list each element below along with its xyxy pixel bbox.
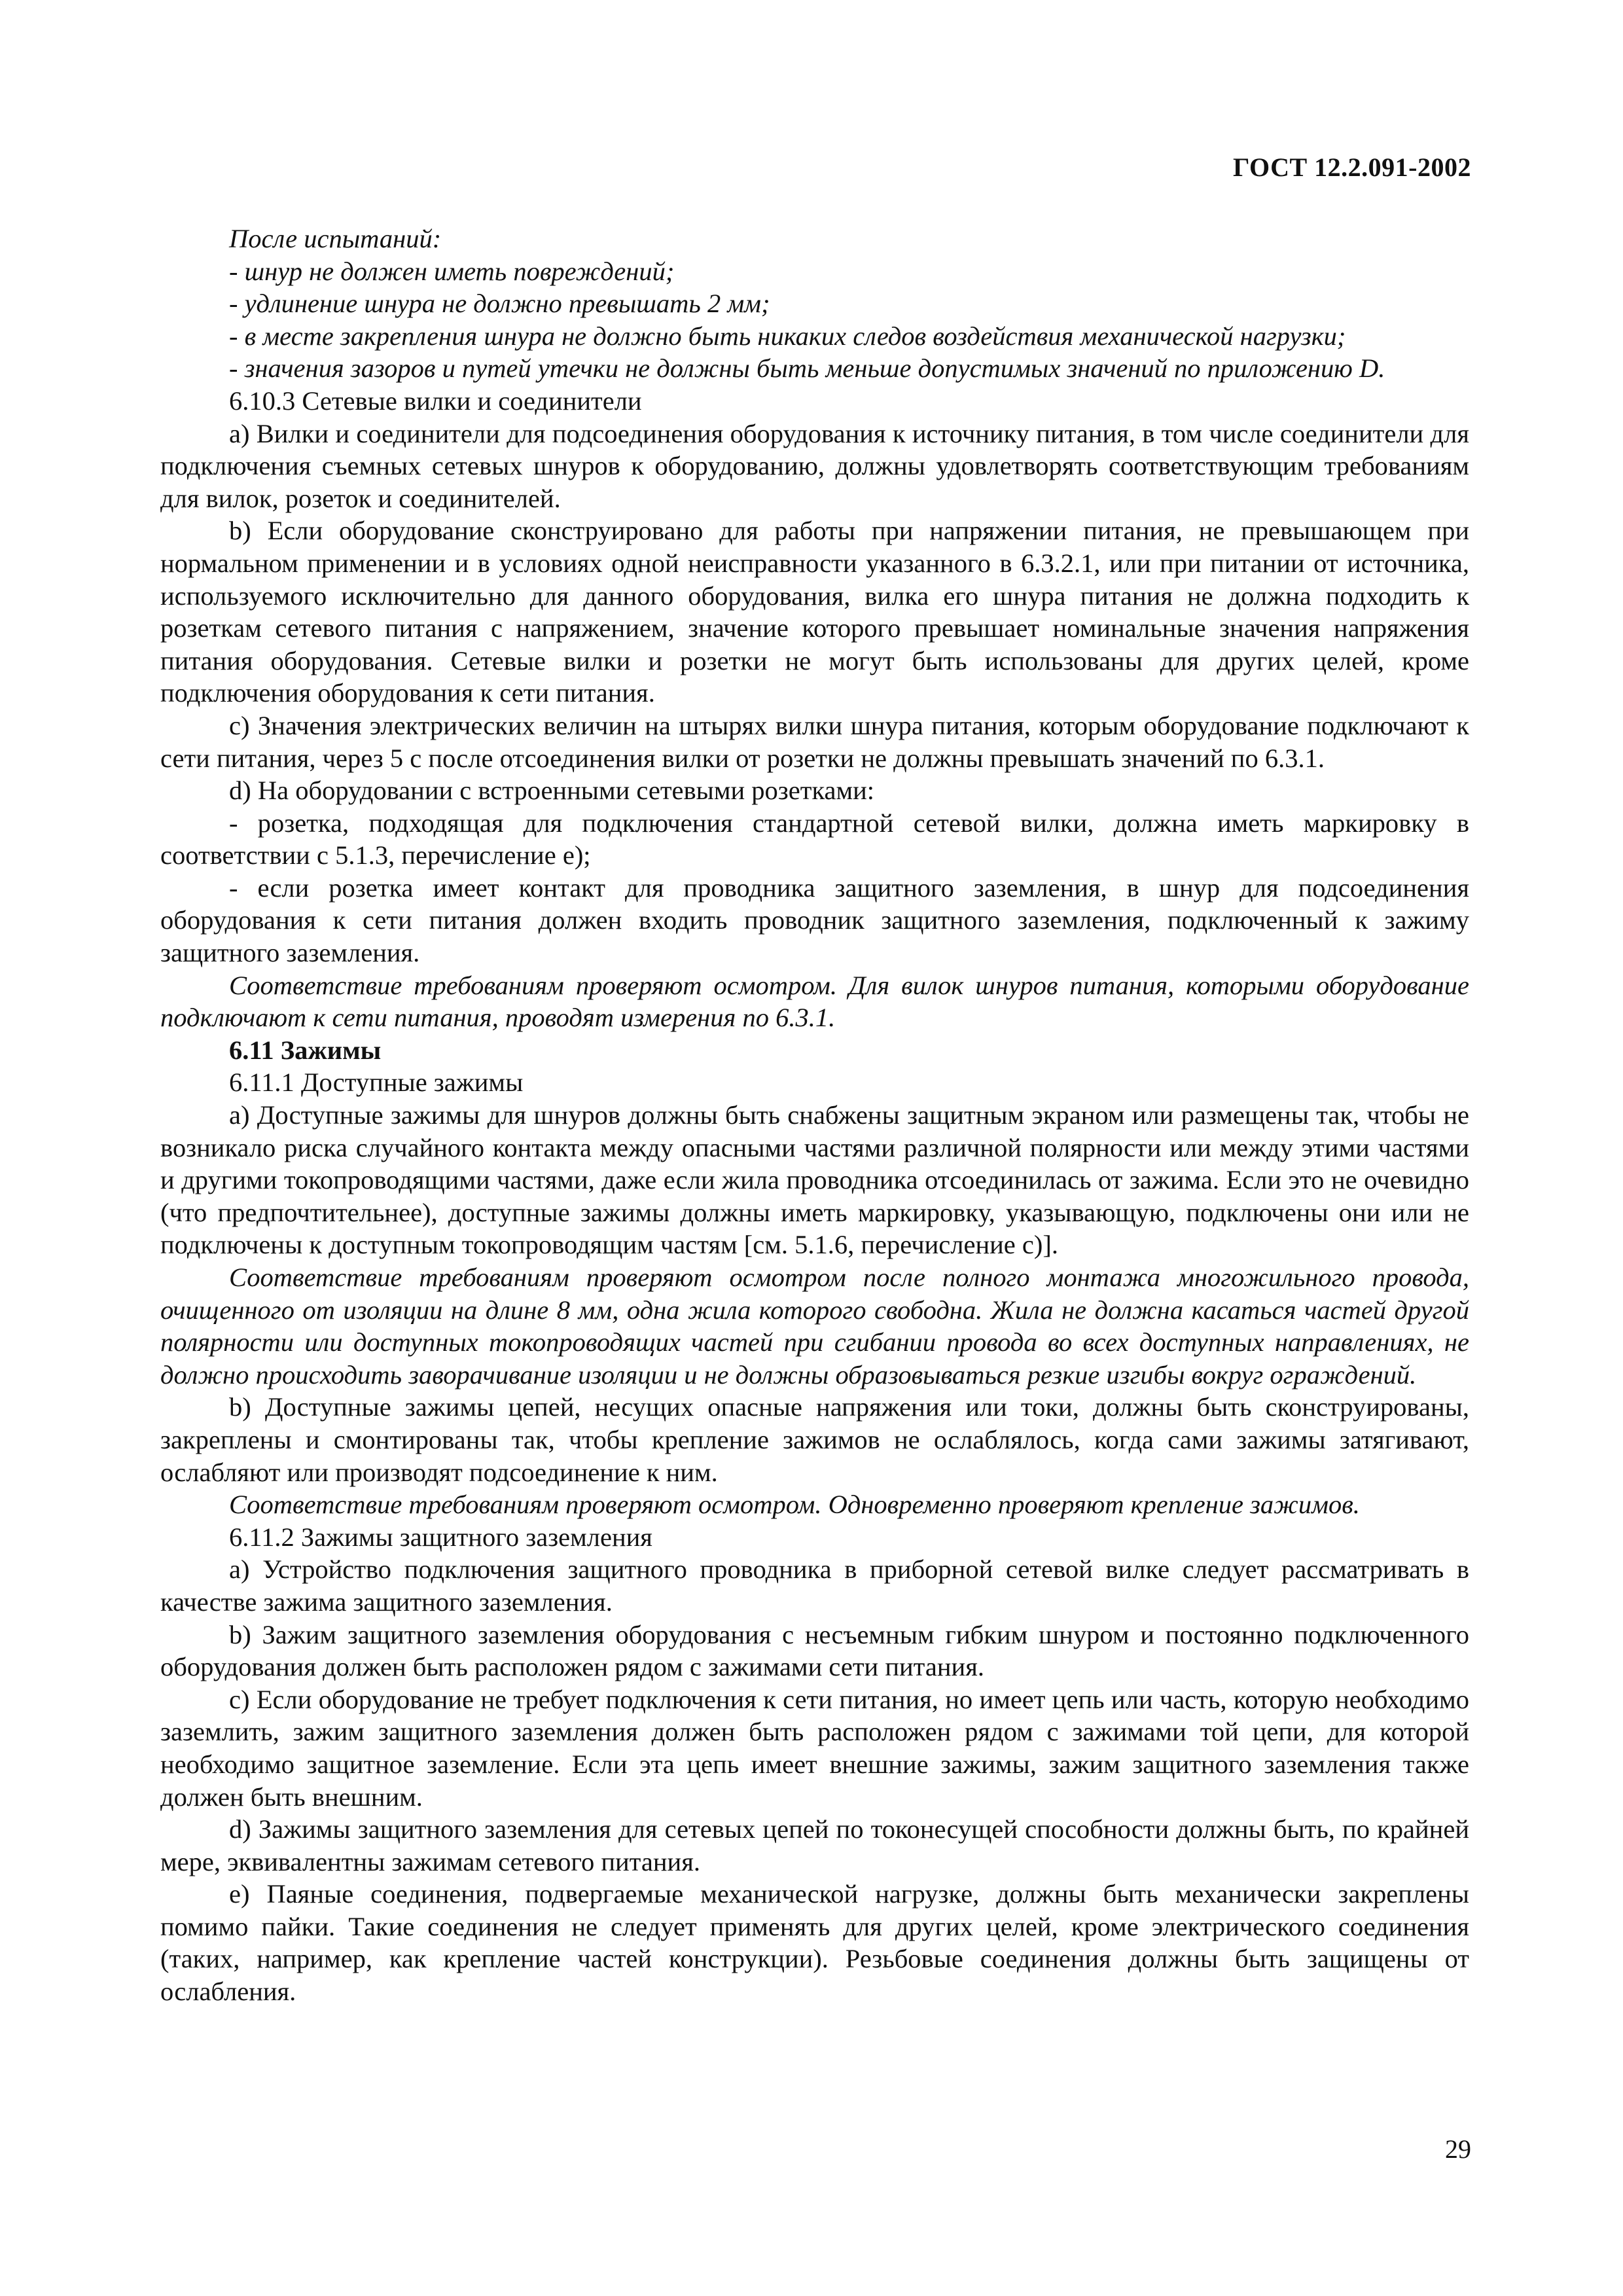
paragraph: Соответствие требованиям проверяют осмотром после полного монтажа многожильного провода, очищенного от изоляции на длине 8 мм, одна жила которого свободна. Жила не должна касаться частей другой полярности или доступных токопроводящих частей при сгибании провода во всех доступных направлениях, не должно происходить заворачивание изоляции и не должны образовываться резкие изгибы вокруг ограждений. (160, 1263, 1469, 1390)
paragraph: а) Доступные зажимы для шнуров должны быть снабжены защитным экраном или размещены так, чтобы не возникало риска случайного контакта между опасными частями различной полярности или между этими частями и другими токопроводящими частями, даже если жила проводника отсоединилась от зажима. Если это не очевидно (что предпочтительнее), доступные зажимы должны иметь маркировку, указывающую, подключены они или не подключены к доступным токопроводящим частям [см. 5.1.6, перечисление с)]. (160, 1100, 1469, 1260)
paragraph: - шнур не должен иметь повреждений; (229, 256, 675, 286)
document-body (160, 223, 1469, 2008)
paragraph: а) Вилки и соединители для подсоединения оборудования к источнику питания, в том числе соединители для подключения съемных сетевых шнуров к оборудованию, должны удовлетворять соответствующим требованиям для вилок, розеток и соединителей. (160, 418, 1469, 513)
section-heading: 6.11 Зажимы (229, 1035, 382, 1065)
paragraph: - значения зазоров и путей утечки не должны быть меньше допустимых значений по приложению D. (229, 353, 1385, 384)
paragraph: с) Значения электрических величин на штырях вилки шнура питания, которым оборудование подключают к сети питания, через 5 с после отсоединения вилки от розетки не должны превышать значений по 6.3.1. (160, 710, 1469, 773)
paragraph: Соответствие требованиям проверяют осмотром. Для вилок шнуров питания, которыми оборудование подключают к сети питания, проводят измерения по 6.3.1. (160, 970, 1469, 1033)
paragraph: с) Если оборудование не требует подключения к сети питания, но имеет цепь или часть, которую необходимо заземлить, зажим защитного заземления должен быть расположен рядом с зажимами той цепи, для которой необходимо защитное заземление. Если эта цепь имеет внешние зажимы, зажим защитного заземления также должен быть внешним. (160, 1684, 1469, 1812)
paragraph: b) Доступные зажимы цепей, несущих опасные напряжения или токи, должны быть сконструированы, закреплены и смонтированы так, чтобы крепление зажимов не ослаблялось, когда сами зажимы затягивают, ослабляют или производят подсоединение к ним. (160, 1392, 1469, 1487)
paragraph: - удлинение шнура не должно превышать 2 мм; (229, 289, 770, 319)
paragraph: b) Если оборудование сконструировано для работы при напряжении питания, не превышающем при нормальном применении и в условиях одной неисправности указанного в 6.3.2.1, или при питании от источника, используемого исключительно для данного оборудования, вилка его шнура питания не должна подходить к розеткам сетевого питания с напряжением, значение которого превышает номинальные значения напряжения питания оборудования. Сетевые вилки и розетки не могут быть использованы для других целей, кроме подключения оборудования к сети питания. (160, 516, 1469, 708)
page-number: 29 (1445, 2134, 1471, 2164)
paragraph: 6.11.1 Доступные зажимы (229, 1067, 524, 1098)
paragraph: d) На оборудовании с встроенными сетевыми розетками: (229, 776, 875, 806)
paragraph: е) Паяные соединения, подвергаемые механической нагрузке, должны быть механически закреплены помимо пайки. Такие соединения не следует применять для других целей, кроме электрического соединения (таких, например, как крепление частей конструкции). Резьбовые соединения должны быть защищены от ослабления. (160, 1879, 1469, 2007)
document-code: ГОСТ 12.2.091-2002 (1233, 152, 1471, 182)
paragraph: 6.10.3 Сетевые вилки и соединители (229, 386, 642, 416)
paragraph: а) Устройство подключения защитного проводника в приборной сетевой вилке следует рассматривать в качестве зажима защитного заземления. (160, 1554, 1469, 1617)
paragraph: - розетка, подходящая для подключения стандартной сетевой вилки, должна иметь маркировку в соответствии с 5.1.3, перечисление е); (160, 808, 1469, 870)
paragraph: b) Зажим защитного заземления оборудования с несъемным гибким шнуром и постоянно подключенного оборудования должен быть расположен рядом с зажимами сети питания. (160, 1619, 1469, 1682)
paragraph: После испытаний: (229, 224, 442, 253)
paragraph: Соответствие требованиям проверяют осмотром. Одновременно проверяют крепление зажимов. (229, 1490, 1360, 1520)
paragraph: - если розетка имеет контакт для проводника защитного заземления, в шнур для подсоединения оборудования к сети питания должен входить проводник защитного заземления, подключенный к зажиму защитного заземления. (160, 872, 1469, 968)
paragraph: - в месте закрепления шнура не должно быть никаких следов воздействия механической нагрузки; (229, 321, 1346, 351)
paragraph: 6.11.2 Зажимы защитного заземления (229, 1522, 652, 1552)
paragraph: d) Зажимы защитного заземления для сетевых цепей по токонесущей способности должны быть, по крайней мере, эквивалентны зажимам сетевого питания. (160, 1814, 1469, 1876)
